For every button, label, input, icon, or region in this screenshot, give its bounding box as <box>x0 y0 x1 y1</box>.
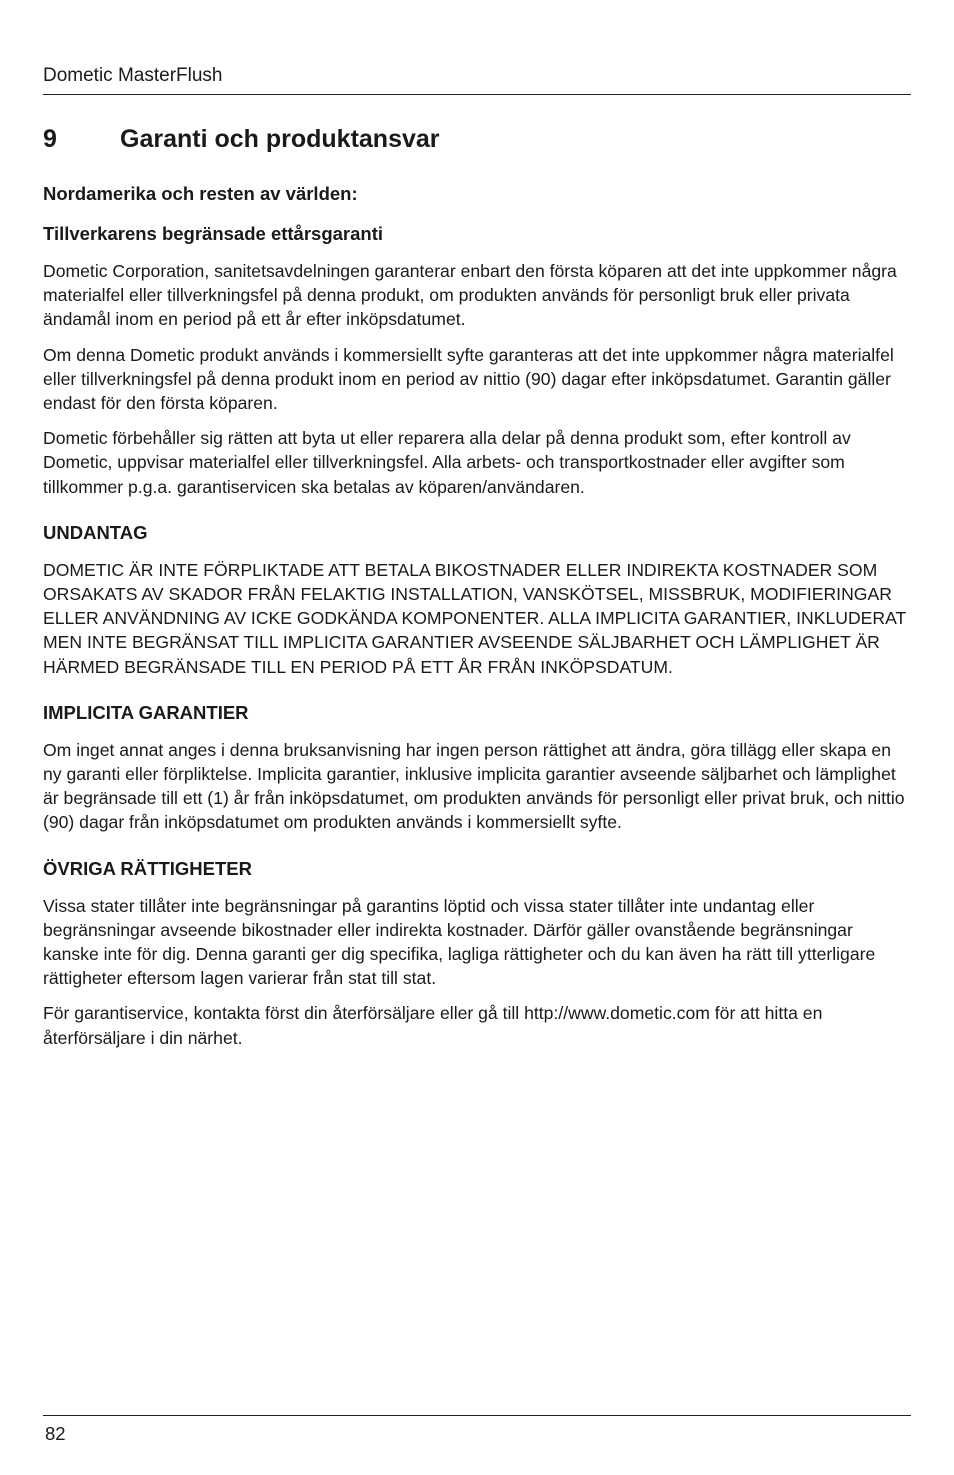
chapter-number: 9 <box>43 125 57 153</box>
other-rights-heading: ÖVRIGA RÄTTIGHETER <box>43 857 252 879</box>
limited-warranty-paragraph: Dometic förbehåller sig rätten att byta ut eller reparera alla delar på denna produkt som, efter kontroll av Dometic, uppvisar materialfel eller tillverkningsfel. Alla arbets- och transportkostnader eller avgifter som tillkommer p.g.a. garantiservicen ska betalas av köparen/användaren. <box>43 428 851 497</box>
document-page <box>43 0 911 1475</box>
exceptions-paragraph: DOMETIC ÄR INTE FÖRPLIKTADE ATT BETALA BIKOSTNADER ELLER INDIREKTA KOSTNADER SOM ORSAKATS AV SKADOR FRÅN FELAKTIG INSTALLATION, VANSKÖTSEL, MISSBRUK, MODIFIERINGAR ELLER ANVÄNDNING AV ICKE GODKÄNDA KOMPONENTER. ALLA IMPLICITA GARANTIER, INKLUDERAT MEN INTE BEGRÄNSAT TILL IMPLICITA GARANTIER AVSEENDE SÄLJBARHET OCH LÄMPLIGHET ÄR HÄRMED BEGRÄNSADE TILL EN PERIOD PÅ ETT ÅR FRÅN INKÖPSDATUM. <box>43 559 906 677</box>
chapter-heading <box>43 124 911 154</box>
other-rights-paragraph: Vissa stater tillåter inte begränsningar på garantins löptid och vissa stater tillåter inte undantag eller begränsningar avseende bikostnader eller indirekta kostnader. Därför gäller ovanstående begränsningar kanske inte för dig. Denna garanti ger dig specifika, lagliga rättigheter och du kan även ha rätt till ytterligare rättigheter eftersom lagen varierar från stat till stat. <box>43 895 876 989</box>
limited-warranty-paragraph: Om denna Dometic produkt används i kommersiellt syfte garanteras att det inte uppkommer några materialfel eller tillverkningsfel på denna produkt inom en period av nittio (90) dagar efter inköpsdatumet. Garantin gäller endast för den första köparen. <box>43 344 894 414</box>
header-divider <box>43 94 911 95</box>
limited-warranty-heading: Tillverkarens begränsade ettårsgaranti <box>43 223 384 244</box>
page-number: 82 <box>45 1423 66 1444</box>
implied-warranties-heading: IMPLICITA GARANTIER <box>43 701 249 723</box>
footer-divider <box>43 1415 911 1416</box>
service-contact-paragraph: För garantiservice, kontakta först din återförsäljare eller gå till http://www.dometic.com för att hitta en återförsäljare i din närhet. <box>43 1003 823 1048</box>
chapter-title: Garanti och produktansvar <box>120 125 440 153</box>
running-header: Dometic MasterFlush <box>43 65 223 86</box>
exceptions-heading: UNDANTAG <box>43 521 148 543</box>
region-heading: Nordamerika och resten av världen: <box>43 183 358 204</box>
limited-warranty-paragraph: Dometic Corporation, sanitetsavdelningen garanterar enbart den första köparen att det inte uppkommer några materialfel eller tillverkningsfel på denna produkt, om produkten används för personligt bruk eller privata ändamål inom en period på ett år efter inköpsdatumet. <box>43 261 897 330</box>
implied-warranties-paragraph: Om inget annat anges i denna bruksanvisning har ingen person rättighet att ändra, göra tillägg eller skapa en ny garanti eller förpliktelse. Implicita garantier, inklusive implicita garantier avseende säljbarhet och lämplighet är begränsade till ett (1) år från inköpsdatumet, om produkten används för personligt eller privat bruk, och nittio (90) dagar från inköpsdatumet om produkten används i kommersiellt syfte. <box>43 739 905 833</box>
main-content <box>43 182 911 1061</box>
